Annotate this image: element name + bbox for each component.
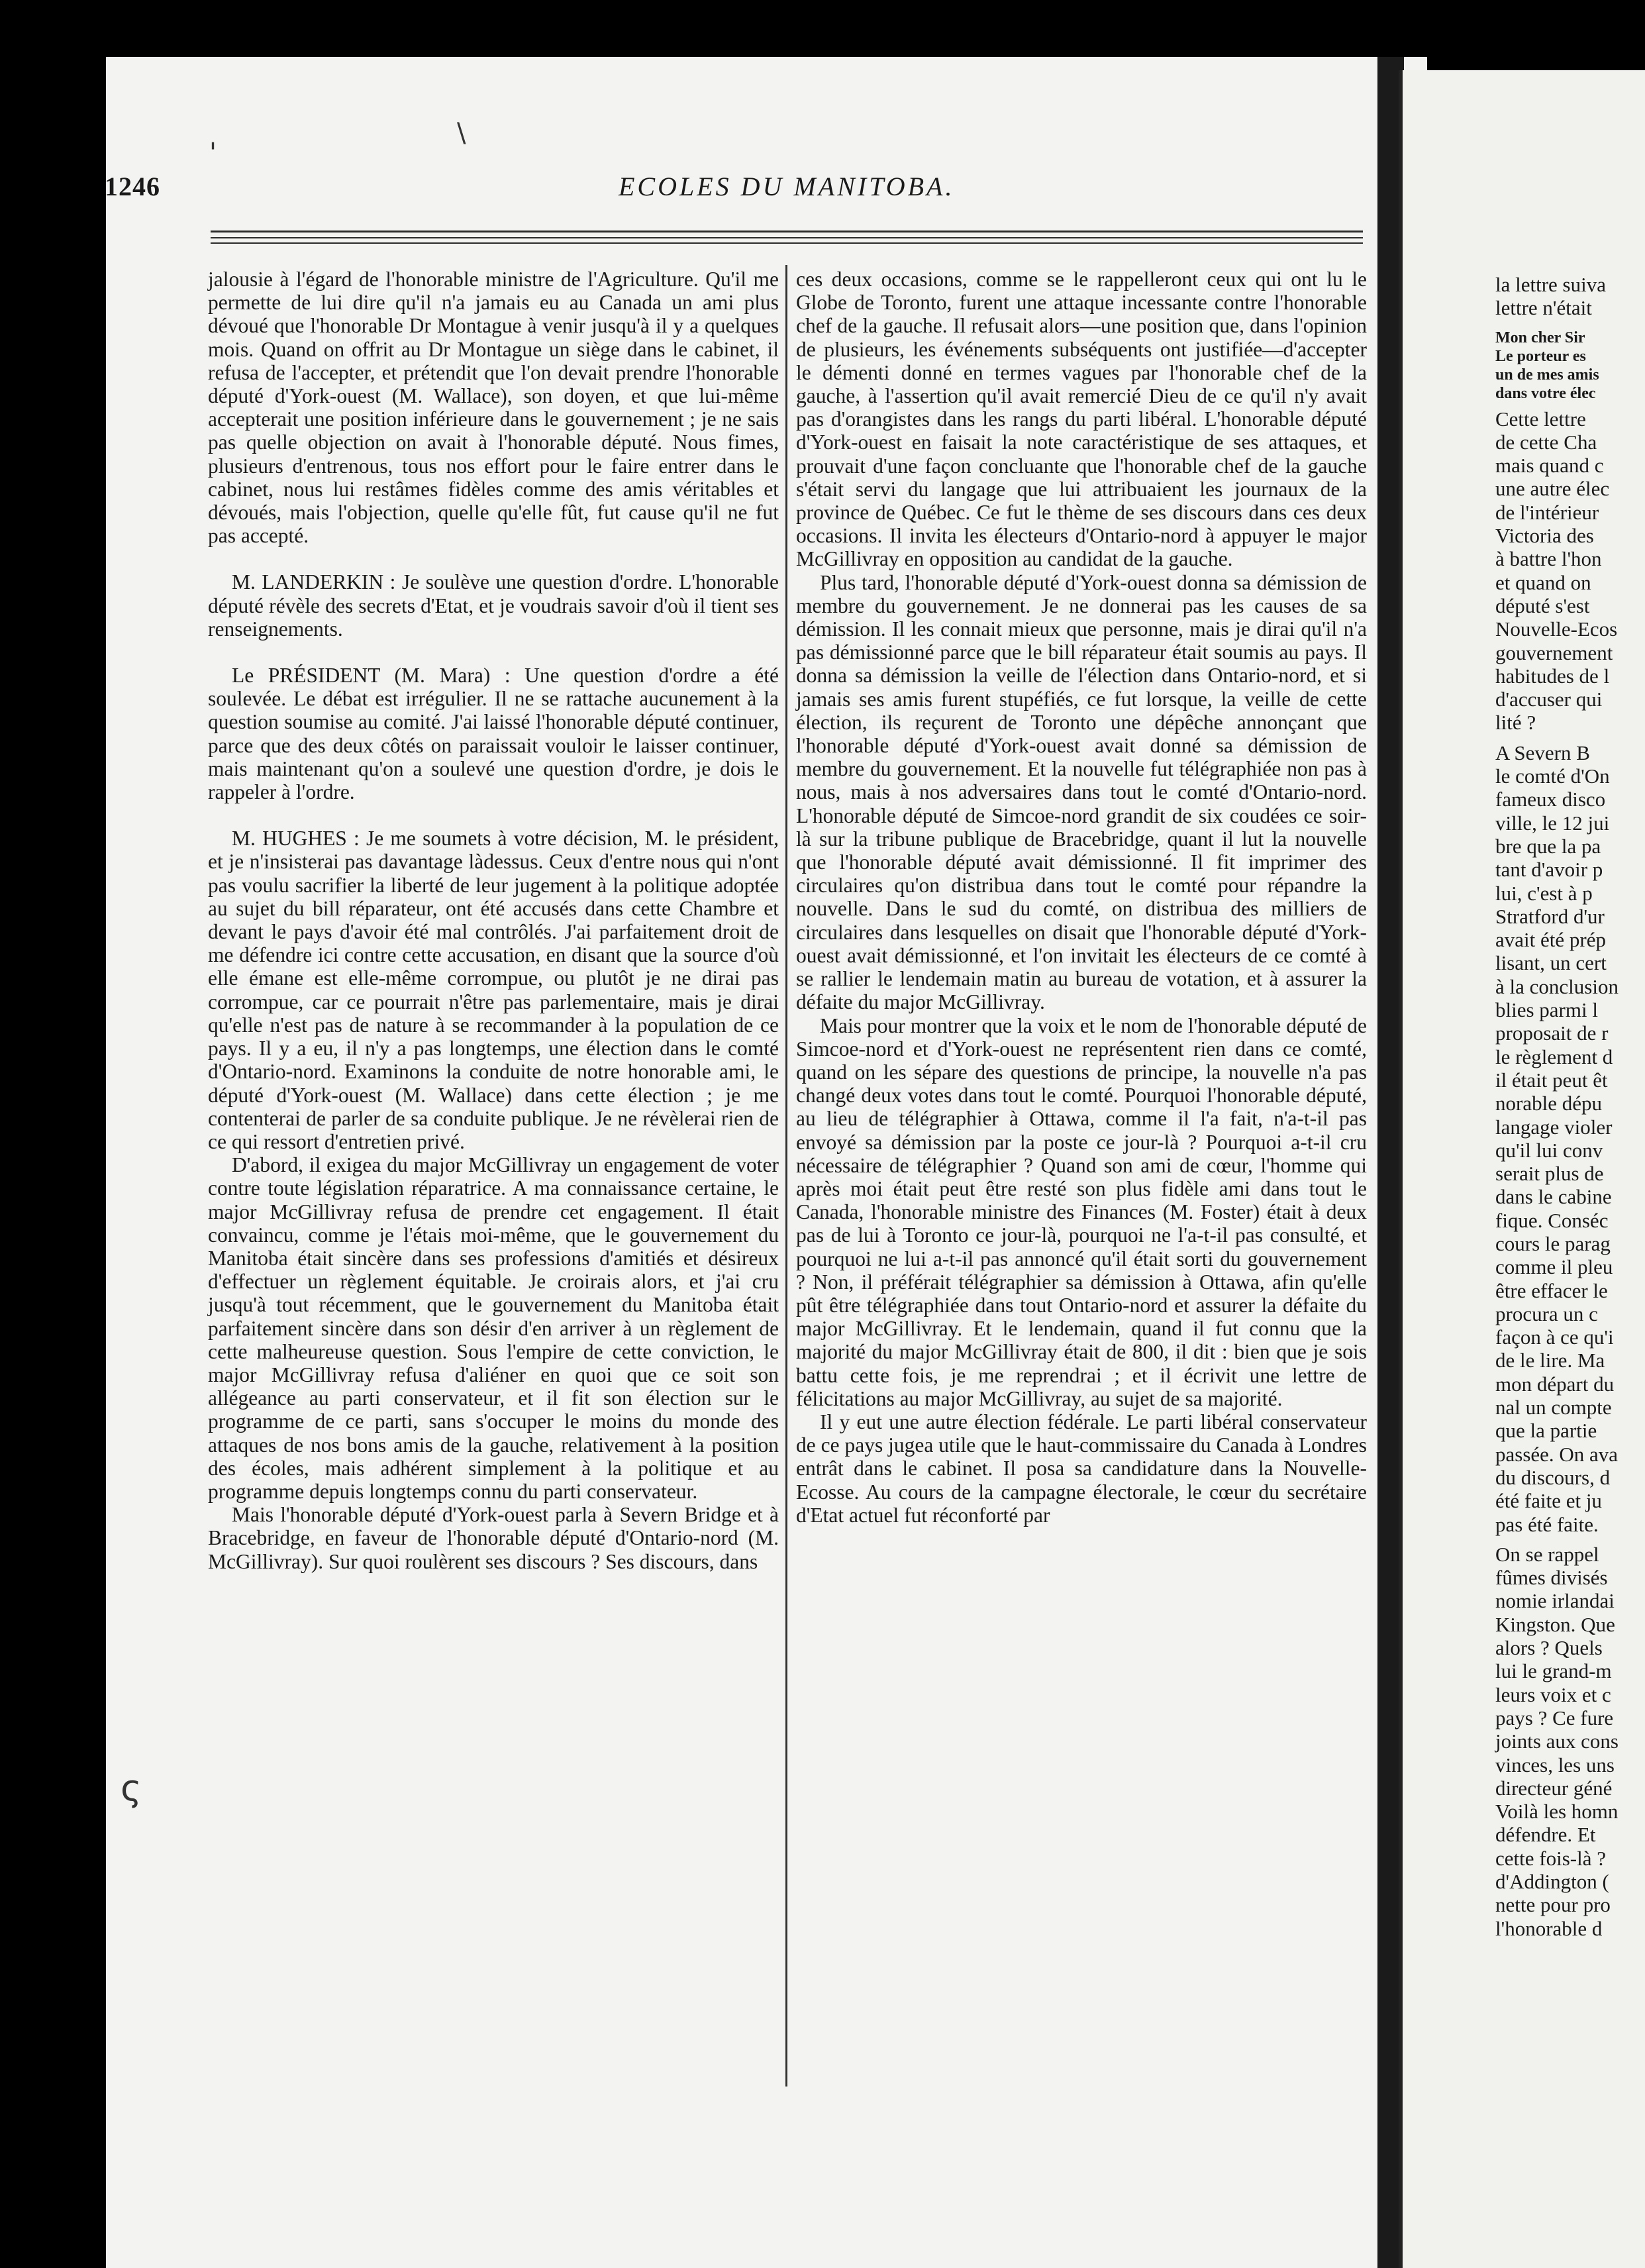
facing-line: Stratford d'ur [1495,904,1605,928]
facing-line: à la conclusion [1495,974,1619,998]
facing-line: et quand on [1495,570,1591,594]
facing-line: de le lire. Ma [1495,1349,1605,1372]
paragraph: Mais pour montrer que la voix et le nom de l'honorable député de Simcoe-nord et d'York-ouest ne représentent rien dans ce comté, quand on les sépare des questions de principe, la nouvelle n'a pas changé deux votes dans tout le comté. Pourquoi l'honorable député, au lieu de télégraphier à Ottawa, comme il l'a fait, n'a-t-il pas envoyé sa démission par la poste ce jour-là ? Pourquoi a-t-il cru nécessaire de télégraphier ? Quand son ami de cœur, l'homme qui après moi était peut être resté son plus fidèle ami dans tout le Canada, l'honorable ministre des Finances (M. Foster) était à deux pas de lui à Toronto ce jour-là, pourquoi ne l'a-t-il pas consulté, et pourquoi ne lui a-t-il pas annoncé qu'il était sorti du gouvernement ? Non, il préférait télégraphier sa démission à Ottawa, afin qu'elle pût être télégraphiée dans tout Ontario-nord et assurer la défaite du major McGillivray. Et le lendemain, quand il fut connu que la majorité du major McGillivray était de 800, il dit : bien que je sois battu cette fois, je me reprendrai ; et il écrivit une lettre de félicitations au major McGillivray, au sujet de sa majorité. [796,1013,1367,1410]
facing-line: nette pour pro [1495,1893,1611,1917]
facing-line: Voilà les homn [1495,1800,1619,1824]
facing-line: cette fois-là ? [1495,1846,1606,1870]
facing-line: directeur géné [1495,1776,1613,1800]
header-rule [211,231,1363,232]
facing-line: lui, c'est à p [1495,881,1593,905]
facing-line: pays ? Ce fure [1495,1706,1614,1729]
facing-line: proposait de r [1495,1021,1609,1045]
facing-line: alors ? Quels [1495,1636,1603,1660]
facing-line: nomie irlandai [1495,1589,1615,1613]
paragraph: Le PRÉSIDENT (M. Mara) : Une question d'ordre a été soulevée. Le débat est irrégulier. Il ne se rattache aucunement à la question soumise au comité. J'ai laissé l'honorable député continuer, parce que des deux côtés on paraissait vouloir le laisser continuer, mais maintenant qu'on a soulevé une question d'ordre, je dois le rappeler à l'ordre. [208,664,779,804]
facing-line: de l'intérieur [1495,500,1599,524]
facing-page-text [1495,273,1645,1940]
paragraph: M. LANDERKIN : Je soulève une question d'ordre. L'honorable député révèle des secrets d'Etat, et je voudrais savoir d'où il tient ses renseignements. [208,570,779,641]
facing-line: cours le parag [1495,1231,1611,1255]
running-title: ECOLES DU MANITOBA. [619,172,955,201]
column-rule [785,265,787,2087]
facing-line: leurs voix et c [1495,1682,1611,1706]
facing-line: mais quand c [1495,454,1604,478]
facing-line: langage violer [1495,1115,1613,1139]
margin-mark: ' [209,138,217,168]
facing-line: ville, le 12 jui [1495,811,1610,835]
facing-line: passée. On ava [1495,1442,1619,1466]
page-header [105,171,1363,211]
facing-line: le comté d'On [1495,764,1610,788]
facing-line: un de mes amis [1495,366,1599,384]
facing-line: que la partie [1495,1419,1597,1443]
facing-line: Mon cher Sir [1495,329,1585,346]
paragraph: M. HUGHES : Je me soumets à votre décision, M. le président, et je n'insisterai pas davantage làdessus. Ceux d'entre nous qui n'ont pas voulu sacrifier la liberté de leur jugement à la politique adoptée au sujet du bill réparateur, ont été accusés dans cette Chambre et devant le pays d'avoir été mal contrôlés. J'ai parfaitement droit de me défendre ici contre cette accusation, en disant que la source d'où elle émane est elle-même corrompue, ou plutôt je ne dirai pas corrompue, car ce pourrait n'être pas parlementaire, mais je dirai qu'elle n'est pas de nature à se recommander à la population de ce pays. Il y a eu, il n'y a pas longtemps, une élection dans le comté d'Ontario-nord. Examinons la conduite de notre honorable ami, le député d'York-ouest (M. Wallace) dans cette élection ; je me contenterai de parler de sa conduite publique. Je ne révèlerai rien de ce qui ressort d'entretien privé. [208,827,779,1153]
facing-line: habitudes de l [1495,664,1610,688]
facing-line: fique. Conséc [1495,1208,1609,1232]
facing-line: blies parmi l [1495,998,1598,1022]
facing-line: serait plus de [1495,1162,1604,1186]
facing-line: procura un c [1495,1302,1598,1325]
facing-line: été faite et ju [1495,1489,1602,1513]
facing-line: nal un compte [1495,1396,1612,1419]
facing-line: de cette Cha [1495,430,1597,454]
facing-line: Victoria des [1495,524,1594,548]
facing-line: lité ? [1495,711,1536,735]
paragraph: ces deux occasions, comme se le rappelleront ceux qui ont lu le Globe de Toronto, furent une attaque incessante contre l'honorable chef de la gauche. Il refusait alors—une position que, dans l'opinion de plusieurs, les événements subséquents ont justifiée—d'accepter le démenti donné en termes vagues par l'honorable chef de la gauche, à l'assertion qu'il avait remercié Dieu de ce qu'il n'y avait pas d'orangistes dans les rangs du parti libéral. L'honorable député d'York-ouest en faisait la note caractéristique de ses attaques, et prouvait d'une façon concluante que l'honorable chef de la gauche s'était servi du langage que lui attribuaient les journaux de la province de Québec. Ce fut le thème de ses discours dans ces deux occasions. Il invita les électeurs d'Ontario-nord à appuyer le major McGillivray en opposition au candidat de la gauche. [796,268,1367,571]
facing-line: être effacer le [1495,1278,1608,1302]
facing-line: lisant, un cert [1495,951,1607,975]
facing-line: avait été prép [1495,928,1606,952]
paragraph: Il y eut une autre élection fédérale. Le parti libéral conservateur de ce pays jugea utile que le haut-commissaire du Canada à Londres entrât dans le cabinet. Il posa sa candidature dans la Nouvelle-Ecosse. Au cours de la campagne électorale, le cœur du secrétaire d'Etat actuel fut réconforté par [796,1410,1367,1527]
facing-line: gouvernement [1495,641,1613,664]
facing-line: du discours, d [1495,1465,1611,1489]
facing-line: d'accuser qui [1495,688,1603,711]
facing-line: Le porteur es [1495,347,1586,365]
facing-line: mon départ du [1495,1372,1615,1396]
facing-line: à battre l'hon [1495,547,1602,571]
paragraph: Plus tard, l'honorable député d'York-ouest donna sa démission de membre du gouvernement. Je ne donnerai pas les causes de sa démission. Il les connait mieux que personne, mais je dirai qu'il n'a pas démissionné parce que le bill réparateur était soumis au pays. Il donna sa démission la veille de l'élection dans Ontario-nord, et si jamais ses amis furent stupéfiés, ce fut lorsque, la veille de cette élection, ils reçurent de Toronto une dépêche annonçant que l'honorable député d'York-ouest avait donné sa démission de membre du gouvernement. Et la nouvelle fut télégraphiée non pas à nous, mais à nos adversaires dans tout le comté d'Ontario-nord. L'honorable député de Simcoe-nord grandit de six coudées ce soir-là sur la tribune publique de Bracebridge, quant il lut la nouvelle que l'honorable député avait démissionné. Il fit imprimer des circulaires qu'on distribua dans tout le comté pour répandre la nouvelle. Dans le sud du comté, on distribua des milliers de circulaires dans lesquelles on disait que l'honorable député d'York-ouest avait démissionné, et l'on invitait les électeurs de ce comté à se rallier le lendemain matin au bureau de votation, et à assurer la défaite du major McGillivray. [796,570,1367,1014]
facing-line: bre que la pa [1495,834,1601,858]
paragraph: jalousie à l'égard de l'honorable ministre de l'Agriculture. Qu'il me permette de lui dire qu'il n'a jamais eu au Canada un ami plus dévoué que l'honorable Dr Montague à venir jusqu'à il y a quelques mois. Quand on offrit au Dr Montague un siège dans le cabinet, il refusa de l'accepter, et prétendit que l'on devait prendre l'honorable député d'York-ouest (M. Wallace), son doyen, et que lui-même accepterait une position inférieure dans le gouvernement ; je ne sais pas quelle objection on avait à l'honorable député. Nous fimes, plusieurs d'entrenous, tous nos effort pour le faire entrer dans le cabinet, nous lui restâmes fidèles comme des amis véritables et dévoués, mais l'objection, quelle qu'elle fût, fut cause qu'il ne fut pas accepté. [208,268,779,548]
facing-line: pas été faite. [1495,1512,1599,1536]
facing-line: tant d'avoir p [1495,858,1603,882]
facing-line: joints aux cons [1495,1729,1619,1753]
facing-line: On se rappel [1495,1542,1599,1566]
header-rule [211,242,1363,244]
facing-line: fûmes divisés [1495,1566,1608,1590]
facing-line: Kingston. Que [1495,1612,1615,1636]
header-rule [211,237,1363,238]
facing-line: d'Addington ( [1495,1870,1609,1893]
facing-line: qu'il lui conv [1495,1138,1603,1162]
left-text-column [208,268,779,1573]
facing-line: dans votre élec [1495,384,1596,402]
facing-line: député s'est [1495,593,1590,617]
facing-line: lui le grand-m [1495,1659,1612,1683]
facing-line: l'honorable d [1495,1916,1603,1940]
paragraph: Mais l'honorable député d'York-ouest parla à Severn Bridge et à Bracebridge, en faveur de l'honorable député d'Ontario-nord (M. McGillivray). Sur quoi roulèrent ses discours ? Ses discours, dans [208,1503,779,1573]
page-number: 1246 [105,172,160,201]
right-text-column [796,268,1367,1527]
facing-line: comme il pleu [1495,1255,1613,1279]
margin-mark: \ [457,118,466,148]
facing-line: il était peut êt [1495,1068,1608,1092]
facing-line: la lettre suiva [1495,273,1606,296]
facing-line: A Severn B [1495,741,1590,764]
facing-line: dans le cabine [1495,1185,1612,1209]
paragraph: D'abord, il exigea du major McGillivray un engagement de voter contre toute législation réparatrice. A ma connaissance certaine, le major McGillivray refusa de prendre cet engagement. Il était convaincu, comme je l'étais moi-même, que le gouvernement du Manitoba était sincère dans ses professions d'amitiés et désireux d'effectuer un règlement équitable. Je croirais alors, et j'ai cru jusqu'à tout récemment, que le gouvernement du Manitoba était parfaitement sincère dans son désir d'en arriver à un règlement de cette malheureuse question. Sous l'empire de cette conviction, le major McGillivray refusa d'aliéner en quoi que ce soit son allégeance au parti conservateur, et il fit son élection sur le programme de ce parti, sans s'occuper le moins du monde des attaques de nos bons amis de la gauche, relativement à la position des écoles, mais adhérent simplement à la politique et au programme depuis longtemps connu du parti conservateur. [208,1153,779,1503]
facing-line: lettre n'était [1495,296,1592,320]
facing-line: Nouvelle-Ecos [1495,617,1618,641]
facing-line: fameux disco [1495,788,1606,811]
facing-line: façon à ce qu'i [1495,1325,1614,1349]
margin-mark: ς [121,1767,142,1809]
facing-line: vinces, les uns [1495,1753,1615,1777]
facing-line: une autre élec [1495,477,1610,501]
facing-line: le règlement d [1495,1045,1613,1068]
facing-line: norable dépu [1495,1092,1602,1115]
facing-line: défendre. Et [1495,1823,1596,1847]
facing-line: Cette lettre [1495,407,1586,431]
